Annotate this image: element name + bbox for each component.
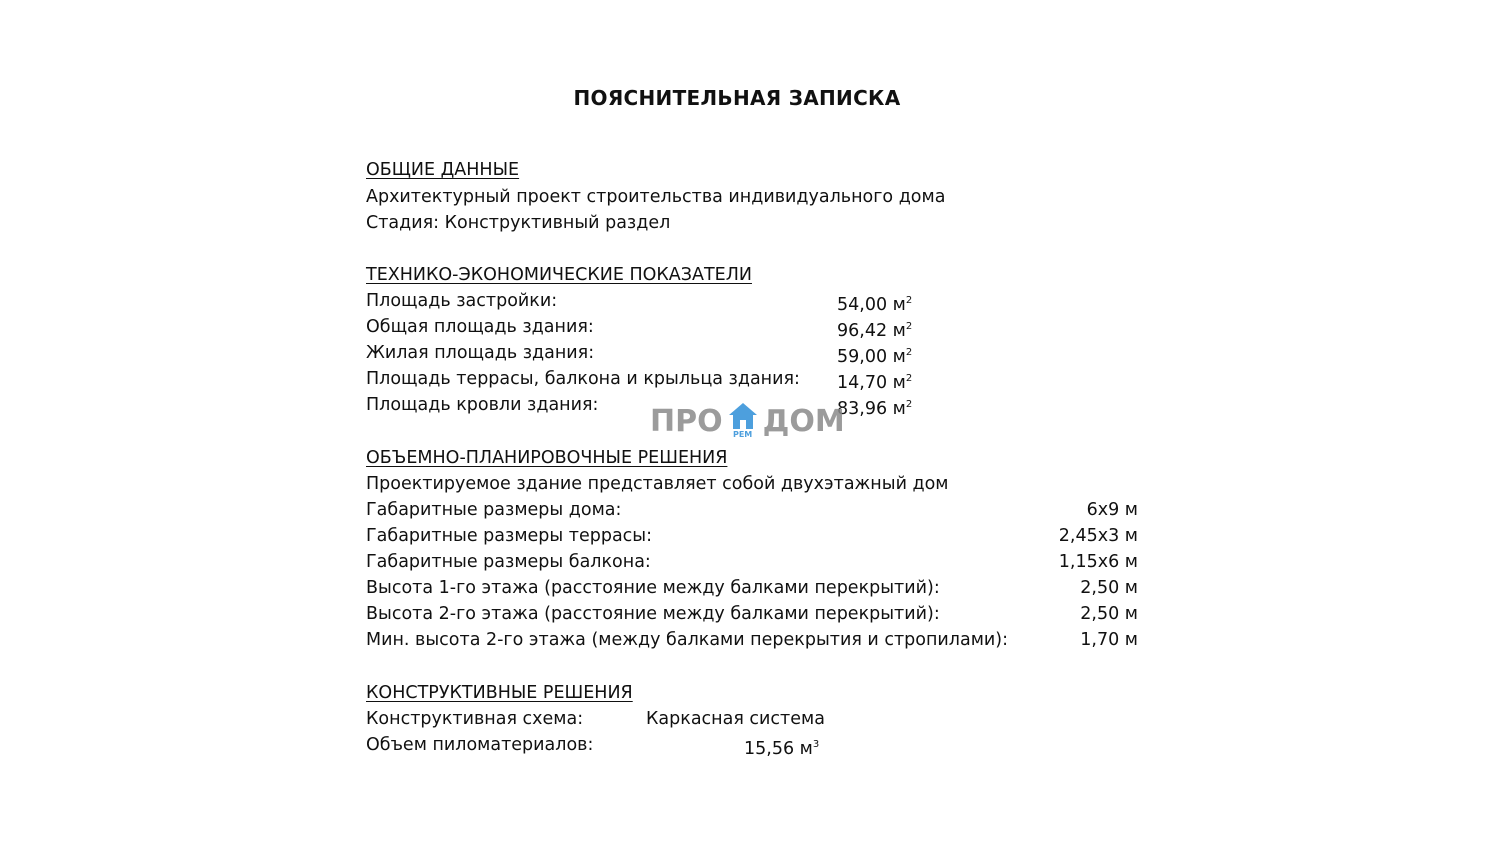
planning-label: Габаритные размеры балкона: (366, 552, 651, 572)
planning-value: 1,15x6 м (1058, 552, 1138, 572)
construct-label: Конструктивная схема: (366, 709, 584, 729)
tech-label: Площадь кровли здания: (366, 395, 599, 415)
planning-label: Высота 2-го этажа (расстояние между балками перекрытий): (366, 604, 940, 624)
tech-value: 59,00 $м^2$ (837, 347, 913, 367)
tech-label: Жилая площадь здания: (366, 343, 595, 363)
construct-value: 15,56 $м^3$ (744, 739, 820, 759)
tech-value: 96,42 $м^2$ (837, 321, 913, 341)
watermark-sub-text: РЕМ (732, 430, 753, 439)
tech-value: 14,70 $м^2$ (837, 373, 913, 393)
planning-heading: ОБЪЕМНО-ПЛАНИРОВОЧНЫЕ РЕШЕНИЯ (366, 448, 728, 468)
watermark-logo (650, 402, 845, 440)
document-title: ПОЯСНИТЕЛЬНАЯ ЗАПИСКА (573, 86, 901, 110)
planning-value: 1,70 м (1080, 630, 1138, 650)
construct-heading: КОНСТРУКТИВНЫЕ РЕШЕНИЯ (366, 683, 633, 703)
general-line-1: Архитектурный проект строительства индивидуального дома (366, 187, 946, 207)
planning-value: 2,50 м (1080, 578, 1138, 598)
watermark-right-text: ДОМ (762, 403, 845, 439)
planning-value: 2,50 м (1080, 604, 1138, 624)
planning-intro: Проектируемое здание представляет собой двухэтажный дом (366, 474, 949, 494)
watermark-left-text: ПРО (650, 403, 723, 439)
construct-value: Каркасная система (646, 709, 825, 729)
planning-label: Габаритные размеры дома: (366, 500, 622, 520)
planning-label: Мин. высота 2-го этажа (между балками перекрытия и стропилами): (366, 630, 1009, 650)
construct-label: Объем пиломатериалов: (366, 735, 594, 755)
house-icon (727, 402, 759, 440)
tech-heading: ТЕХНИКО-ЭКОНОМИЧЕСКИЕ ПОКАЗАТЕЛИ (366, 265, 752, 285)
planning-value: 6x9 м (1086, 500, 1138, 520)
tech-label: Площадь террасы, балкона и крыльца здания: (366, 369, 800, 389)
planning-label: Габаритные размеры террасы: (366, 526, 653, 546)
tech-value: 83,96 $м^2$ (837, 399, 913, 419)
tech-value: 54,00 $м^2$ (837, 295, 913, 315)
tech-label: Общая площадь здания: (366, 317, 594, 337)
planning-label: Высота 1-го этажа (расстояние между балками перекрытий): (366, 578, 940, 598)
tech-label: Площадь застройки: (366, 291, 558, 311)
planning-value: 2,45x3 м (1058, 526, 1138, 546)
general-heading: ОБЩИЕ ДАННЫЕ (366, 160, 520, 180)
general-line-2: Стадия: Конструктивный раздел (366, 213, 671, 233)
